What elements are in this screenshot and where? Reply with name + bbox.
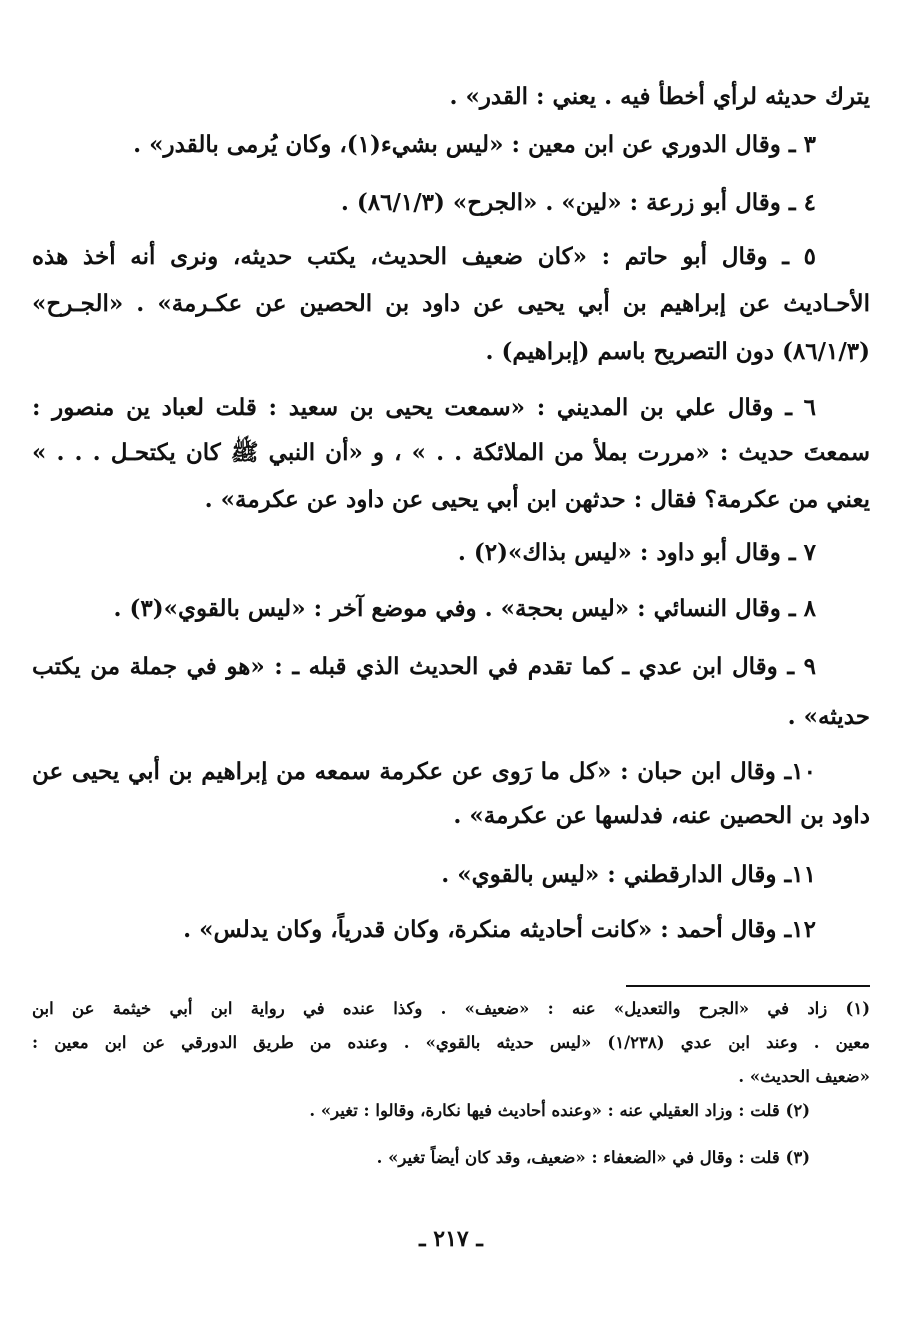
text-line: يعني من عكرمة؟ فقال : حدثهن ابن أبي يحيى عن داود عن عكرمة» . <box>204 486 870 513</box>
text-line: ١٠ـ وقال ابن حبان : «كل ما رَوى عن عكرمة سمعه من إبراهيم بن أبي يحيى عن <box>32 758 816 785</box>
text-line: سمعتَ حديث : «مررت بملأ من الملائكة . . » ، و «أن النبي ﷺ كان يكتحـل . . . » <box>32 439 870 466</box>
text-line: ٩ ـ وقال ابن عدي ـ كما تقدم في الحديث الذي قبله ـ : «هو في جملة من يكتب <box>32 653 816 680</box>
text-line: ٦ ـ وقال علي بن المديني : «سمعت يحيى بن سعيد : قلت لعباد ين منصور : <box>32 394 816 421</box>
footnote-line: «ضعيف الحديث» . <box>738 1067 870 1086</box>
text-line: الأحـاديث عن إبراهيم بن أبي يحيى عن داود بن الحصين عن عكـرمة» . «الجـرح» <box>32 290 870 317</box>
footnote-line: (٢) قلت : وزاد العقيلي عنه : «وعنده أحاديث فيها نكارة، وقالوا : تغير» . <box>309 1101 810 1120</box>
text-line: ٤ ـ وقال أبو زرعة : «لين» . «الجرح» (٨٦/١/٣) . <box>340 189 816 216</box>
text-line: (٨٦/١/٣) دون التصريح باسم (إبراهيم) . <box>485 338 870 365</box>
text-line: ١١ـ وقال الدارقطني : «ليس بالقوي» . <box>441 861 816 888</box>
text-line: ١٢ـ وقال أحمد : «كانت أحاديثه منكرة، وكان قدرياً، وكان يدلس» . <box>183 916 816 943</box>
text-line: يترك حديثه لرأي أخطأ فيه . يعني : القدر» . <box>449 83 870 110</box>
text-line: ٥ ـ وقال أبو حاتم : «كان ضعيف الحديث، يكتب حديثه، ونرى أنه أخذ هذه <box>32 243 816 270</box>
footnote-line: (٣) قلت : وقال في «الضعفاء : «ضعيف، وقد كان أيضاً تغير» . <box>376 1148 810 1167</box>
footnote-line: (١) زاد في «الجرح والتعديل» عنه : «ضعيف» . وكذا عنده في رواية ابن أبي خيثمة عن ابن <box>32 999 870 1018</box>
text-line: داود بن الحصين عنه، فدلسها عن عكرمة» . <box>453 802 870 829</box>
text-line: ٣ ـ وقال الدوري عن ابن معين : «ليس بشيء(١)، وكان يُرمى بالقدر» . <box>133 131 816 158</box>
text-line: حديثه» . <box>787 703 870 730</box>
text-line: ٧ ـ وقال أبو داود : «ليس بذاك»(٢) . <box>457 539 816 566</box>
page-number: ـ ٢١٧ ـ <box>419 1226 483 1252</box>
text-line: ٨ ـ وقال النسائي : «ليس بحجة» . وفي موضع آخر : «ليس بالقوي»(٣) . <box>113 595 816 622</box>
footnote-line: معين . وعند ابن عدي (١/٢٣٨) «ليس حديثه بالقوي» . وعنده من طريق الدورقي عن ابن معين : <box>32 1033 870 1052</box>
footnote-divider <box>626 985 870 987</box>
